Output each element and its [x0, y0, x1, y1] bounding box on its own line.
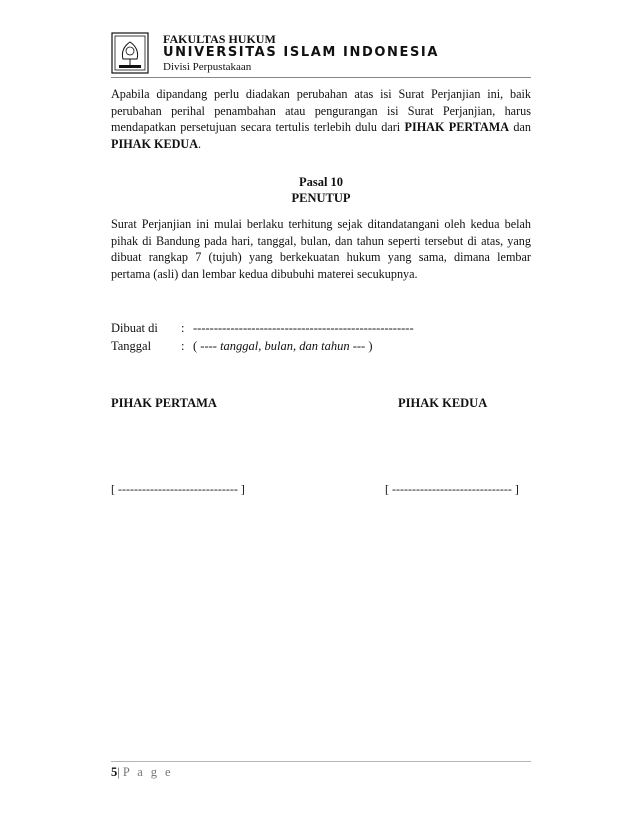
closing-paragraph: Surat Perjanjian ini mulai berlaku terhitung sejak ditandatangani oleh kedua belah pihak di Bandung pada hari, tanggal, bulan, dan tahun seperti tersebut di atas, yang dibuat rangkap 7 (tujuh) yang berkekuatan hukum yang sama, dimana lembar pertama (asli) dan lembar kedua dibubuhi materei secukupnya. — [111, 217, 531, 281]
page-label: P a g e — [122, 765, 173, 779]
page-header — [111, 28, 531, 78]
signature-name-first: [ ------------------------------ ] — [111, 482, 245, 496]
field-date-label: Tanggal — [111, 339, 152, 353]
faculty-name: FAKULTAS HUKUM — [163, 32, 276, 46]
article-number: Pasal 10 — [298, 175, 344, 189]
footer-divider — [111, 761, 531, 762]
article-title: PENUTUP — [291, 191, 351, 205]
division-name: Divisi Perpustakaan — [163, 61, 252, 73]
intro-party-second: PIHAK KEDUA — [111, 136, 199, 151]
field-place-value: ----------------------------------------------------- — [193, 321, 414, 335]
page-footer: 5| P a g e — [111, 765, 173, 779]
university-logo-icon — [111, 32, 149, 74]
intro-party-first: PIHAK PERTAMA — [404, 120, 510, 134]
intro-paragraph: Apabila dipandang perlu diadakan perubahan atas isi Surat Perjanjian ini, baik perubahan perihal penambahan atau pengurangan isi Surat Perjanjian, harus mendapatkan persetujuan secara tertulis terlebih dulu dari PIHAK PERTAMA dan PIHAK KEDUA. — [111, 87, 531, 151]
field-date-value: ( ---- tanggal, bulan, dan tahun --- ) — [193, 339, 373, 353]
signature-label-first: PIHAK PERTAMA — [111, 396, 217, 410]
field-place-label: Dibuat di — [111, 321, 158, 335]
header-divider — [111, 77, 531, 78]
signature-name-second: [ ------------------------------ ] — [385, 482, 519, 496]
signature-label-second: PIHAK KEDUA — [398, 396, 488, 410]
university-name: UNIVERSITAS ISLAM INDONESIA — [163, 45, 440, 60]
page-number: 5 — [111, 765, 118, 779]
